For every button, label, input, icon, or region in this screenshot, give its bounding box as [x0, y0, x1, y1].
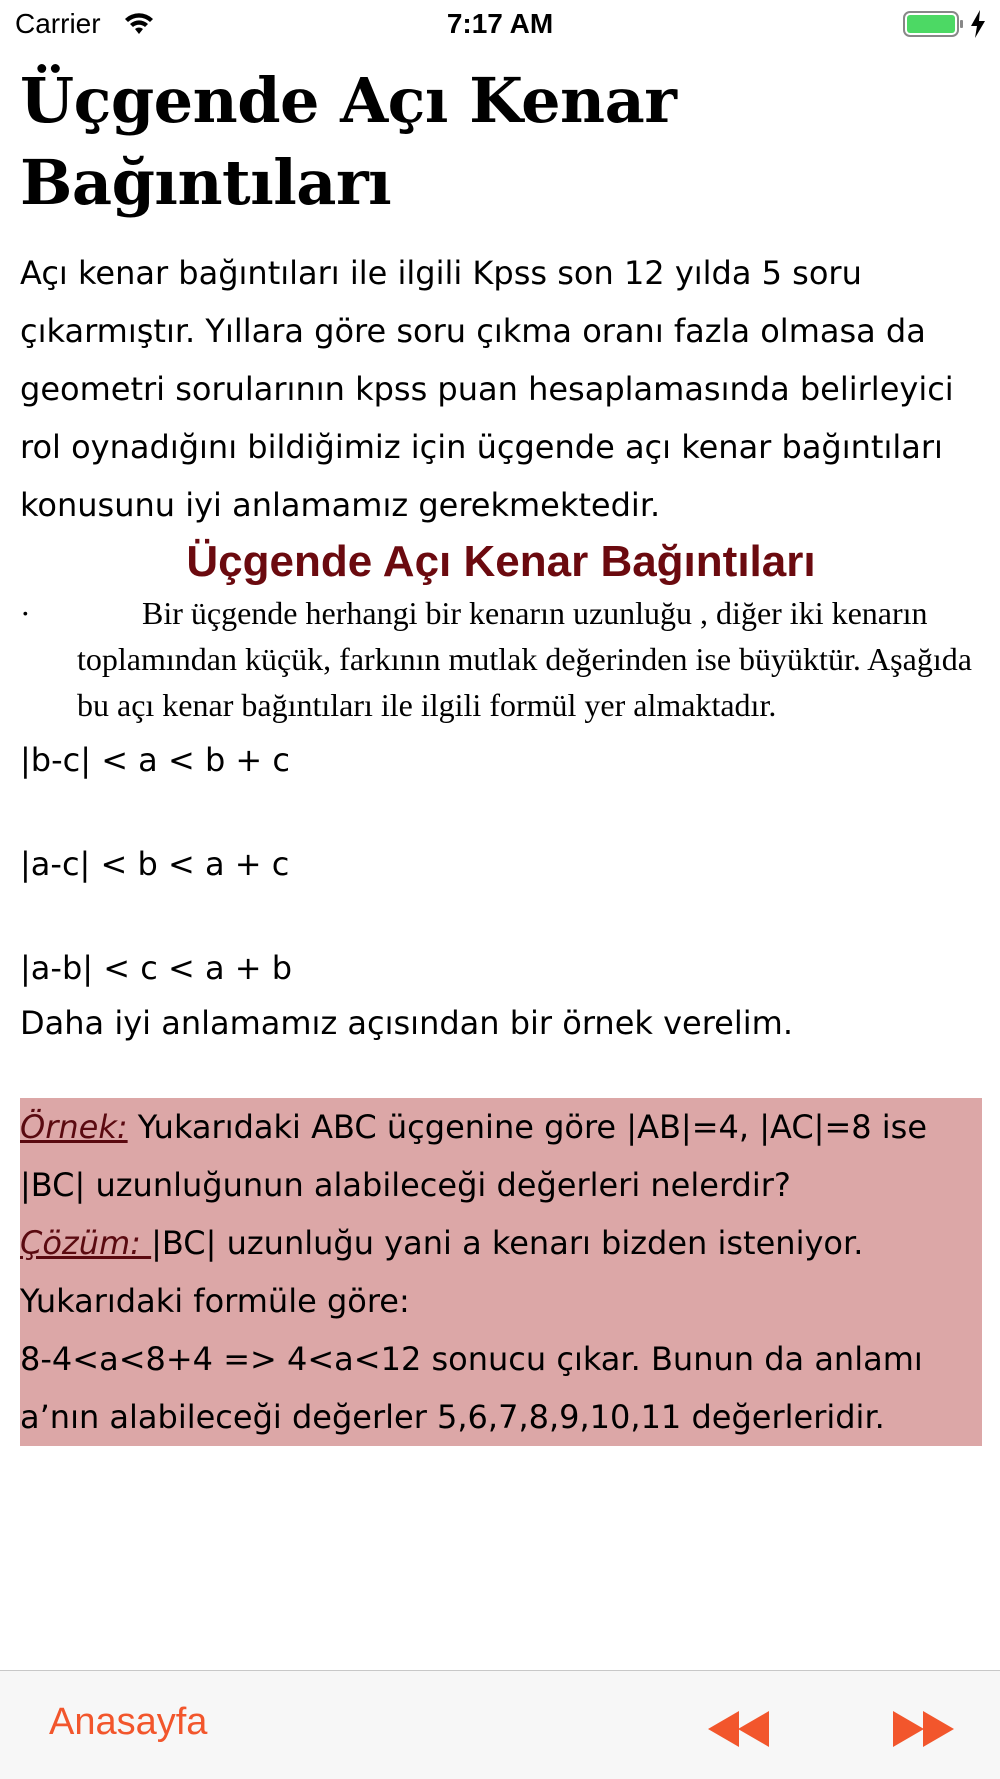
article-content — [20, 60, 982, 1446]
fast-forward-icon[interactable] — [893, 1711, 955, 1751]
section-heading: Üçgende Açı Kenar Bağıntıları — [186, 537, 816, 586]
page-title: Üçgende Açı Kenar Bağıntıları — [20, 64, 677, 219]
battery-icon — [903, 10, 965, 42]
solution-line-3: 8-4<a<8+4 => 4<a<12 sonucu çıkar. Bunun da anlamı a’nın alabileceği değerler 5,6,7,8,9,10,11 değerleridir. — [20, 1340, 923, 1436]
example-question — [20, 1098, 982, 1214]
formula-3: |a-b| < c < a + b — [20, 949, 293, 987]
solution-label: Çözüm: — [20, 1224, 152, 1262]
explain-text: Daha iyi anlamamız açısından bir örnek verelim. — [20, 1004, 793, 1042]
intro-paragraph: Açı kenar bağıntıları ile ilgili Kpss son 12 yılda 5 soru çıkarmıştır. Yıllara göre soru çıkma oranı fazla olmasa da geometri sorularının kpss puan hesaplamasında belirleyici rol oynadığını bildiğimiz için üçgende açı kenar bağıntıları konusunu iyi anlamamız gerekmektedir. — [20, 254, 954, 524]
charging-icon — [970, 10, 986, 42]
bullet-marker: · — [20, 595, 31, 631]
formula-1: |b-c| < a < b + c — [20, 741, 290, 779]
rewind-icon[interactable] — [708, 1711, 770, 1751]
status-bar — [0, 0, 1000, 50]
carrier-label: Carrier — [15, 8, 101, 39]
home-button[interactable]: Anasayfa — [49, 1701, 208, 1743]
bullet-item — [20, 590, 982, 728]
bullet-text: Bir üçgende herhangi bir kenarın uzunluğu , diğer iki kenarın toplamından küçük, farkının mutlak değerinden ise büyüktür. Aşağıda bu açı kenar bağıntıları ile ilgili formül yer almaktadır. — [77, 595, 972, 723]
solution-text: |BC| uzunluğu yani a kenarı bizden isteniyor. — [151, 1224, 864, 1262]
example-label: Örnek: — [20, 1108, 128, 1146]
status-time: 7:17 AM — [446, 8, 554, 39]
example-box — [20, 1098, 982, 1446]
solution-line — [20, 1214, 982, 1272]
formula-2: |a-c| < b < a + c — [20, 845, 290, 883]
bottom-toolbar — [0, 1670, 1000, 1779]
solution-line-2: Yukarıdaki formüle göre: — [20, 1282, 410, 1320]
example-text: Yukarıdaki ABC üçgenine göre |AB|=4, |AC|=8 ise |BC| uzunluğunun alabileceği değerleri nelerdir? — [20, 1108, 928, 1204]
